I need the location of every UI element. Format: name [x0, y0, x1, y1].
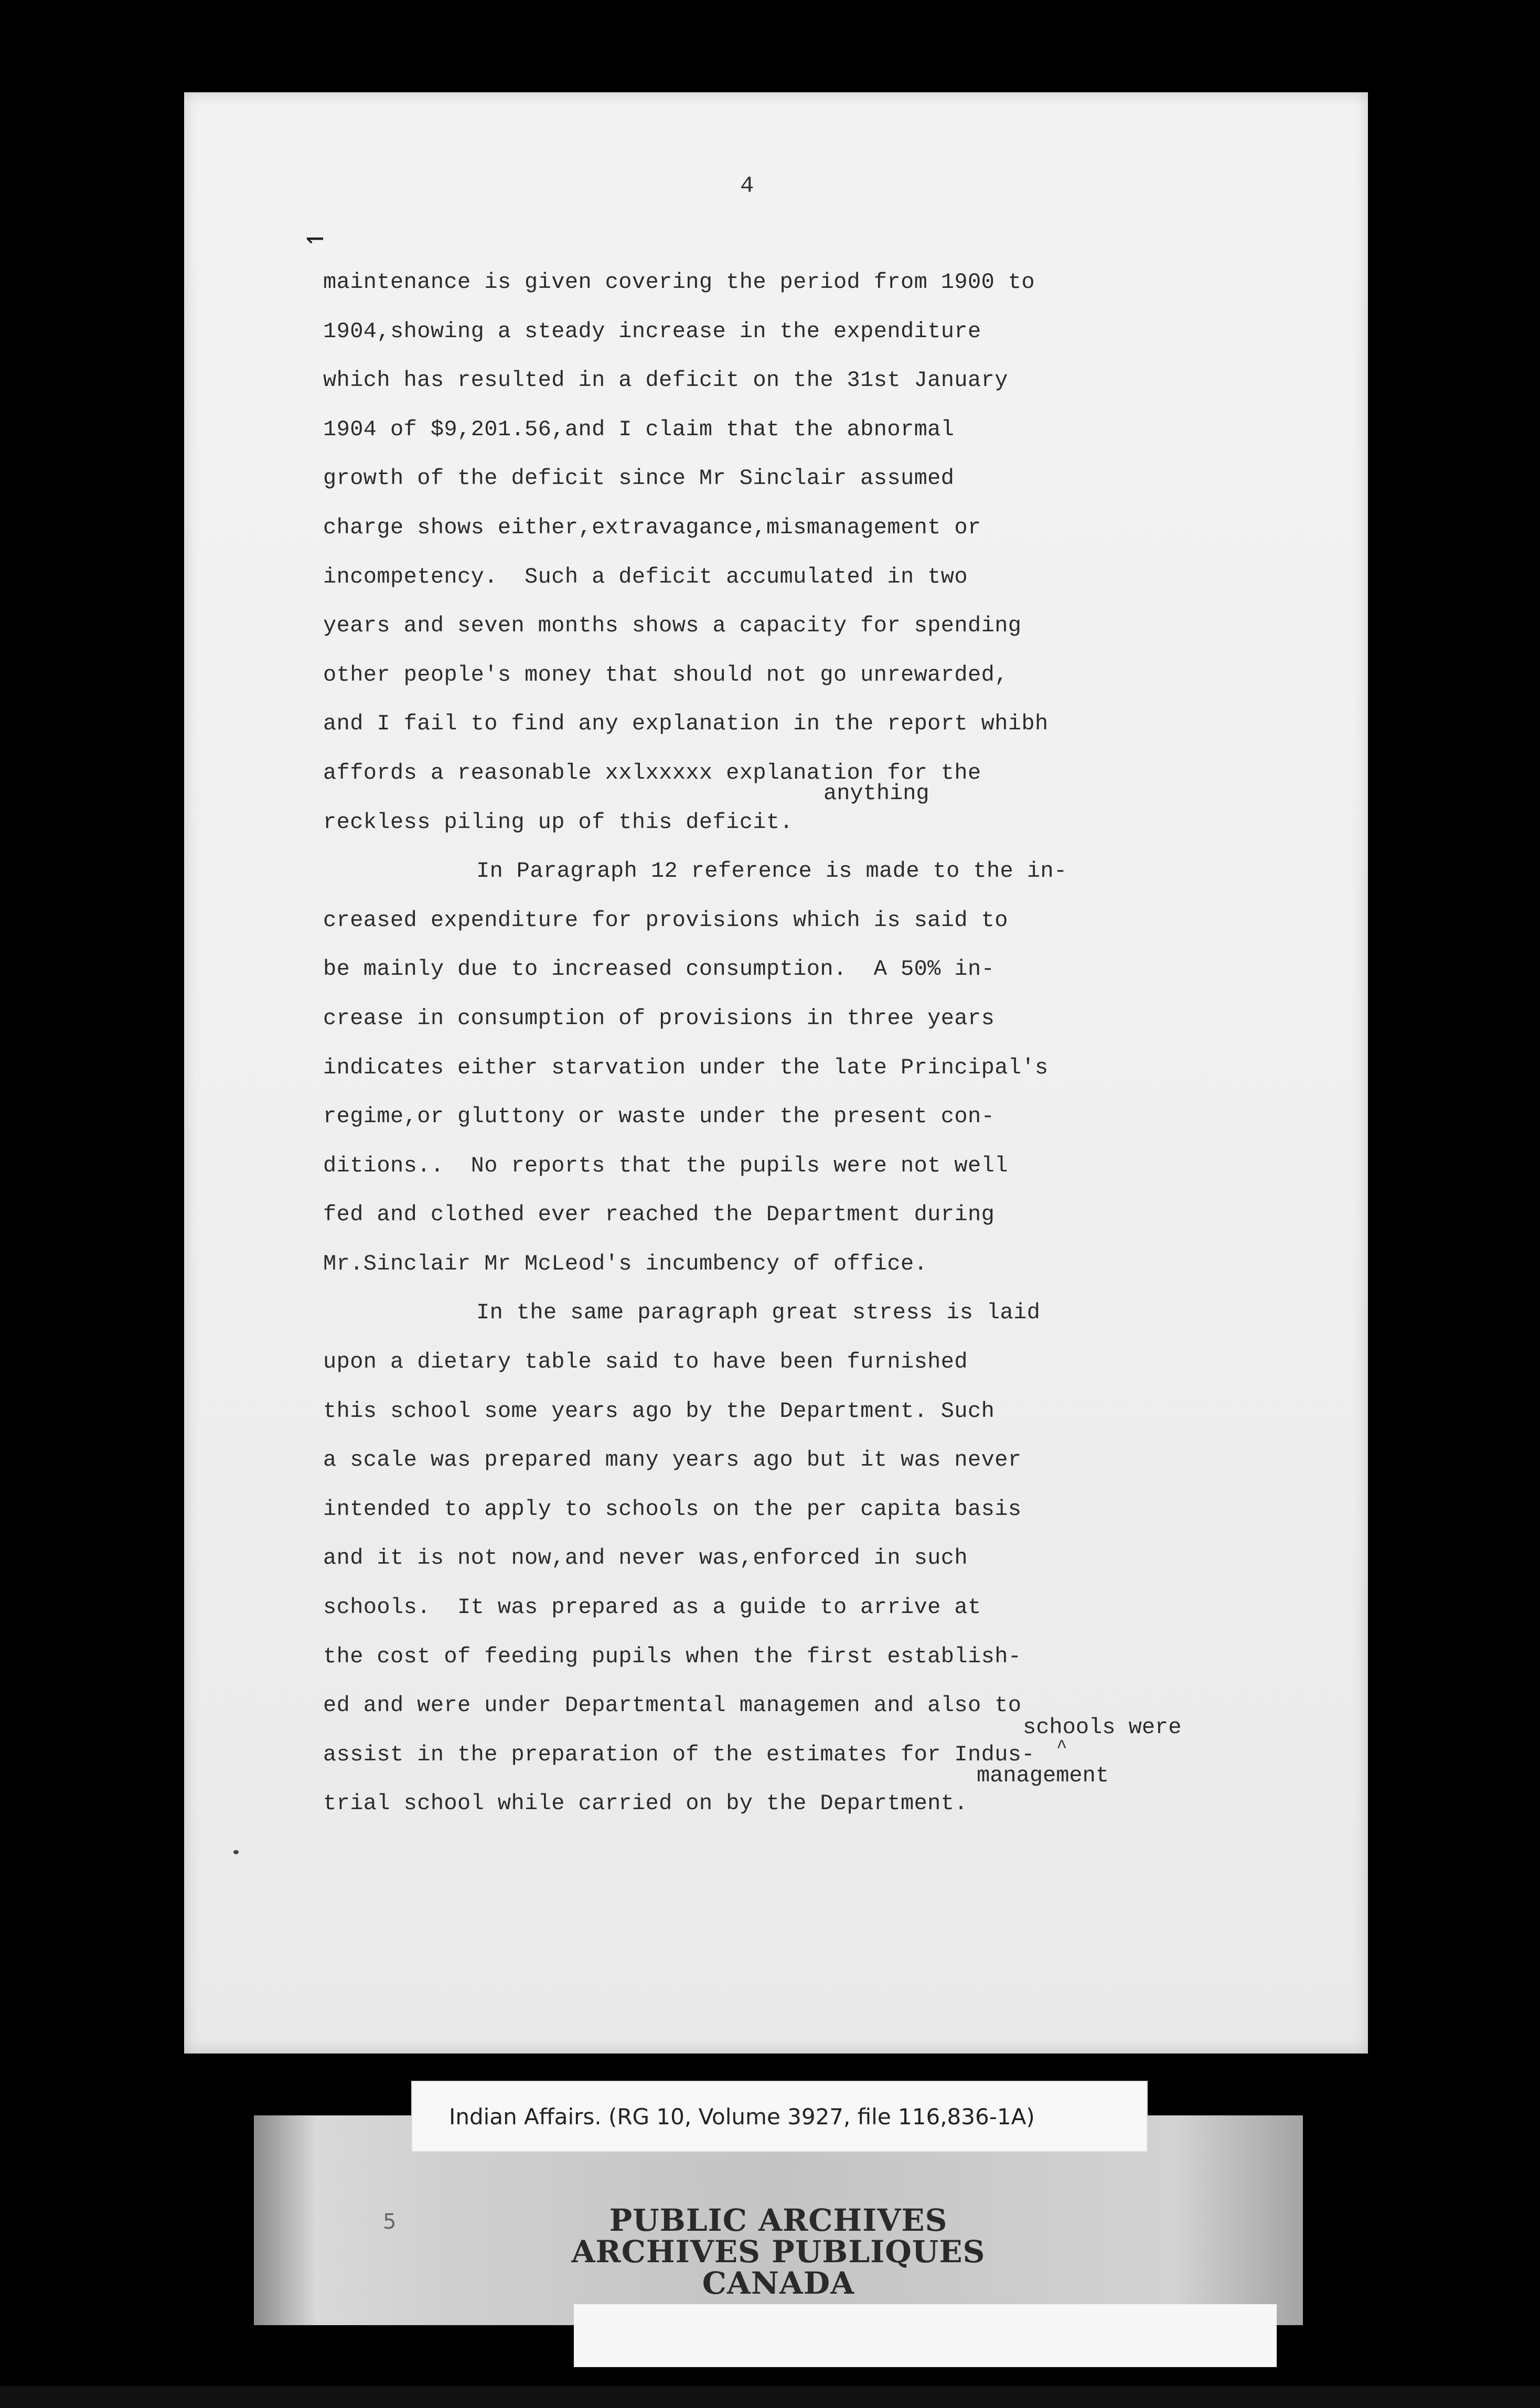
label-white-strip: [574, 2304, 1277, 2367]
archive-label: [254, 2104, 1303, 2357]
text-line: schools. It was prepared as a guide to arrive at: [323, 1595, 981, 1620]
paragraph-start-line: In the same paragraph great stress is laid: [476, 1300, 1041, 1326]
margin-mark-icon: ↽: [306, 222, 324, 256]
text-line: and it is not now,and never was,enforced in such: [323, 1545, 968, 1571]
text-line: the cost of feeding pupils when the first establish-: [323, 1643, 1022, 1669]
text-line: ditions.. No reports that the pupils were not well: [323, 1153, 1008, 1178]
text-line: ed and were under Departmental managemen and also to: [323, 1693, 1022, 1718]
text-line: 1904,showing a steady increase in the expenditure: [323, 318, 981, 344]
text-line: other people's money that should not go unrewarded,: [323, 662, 1008, 687]
text-line: regime,or gluttony or waste under the present con-: [323, 1104, 995, 1130]
text-line: affords a reasonable xxlxxxxx explanation for the: [323, 760, 981, 786]
text-line: maintenance is given covering the period from 1900 to: [323, 270, 1035, 295]
text-line: fed and clothed ever reached the Department during: [323, 1202, 995, 1228]
paragraph-start-line: In Paragraph 12 reference is made to the in-: [476, 858, 1067, 884]
archive-reference: Indian Affairs. (RG 10, Volume 3927, file 116,836-1A): [449, 2104, 1035, 2130]
stamp-line: PUBLIC ARCHIVES: [609, 2202, 948, 2238]
insertion-caret: ^: [1056, 1738, 1067, 1758]
text-line: this school some years ago by the Department. Such: [323, 1398, 995, 1424]
text-line: upon a dietary table said to have been furnished: [323, 1349, 968, 1375]
text-line: be mainly due to increased consumption. A 50% in-: [323, 956, 995, 982]
film-edge: [0, 2386, 1540, 2408]
interlinear-insertion: anything: [824, 781, 929, 806]
text-line: incompetency. Such a deficit accumulated in two: [323, 564, 968, 589]
interlinear-insertion: schools were: [1023, 1715, 1182, 1740]
reference-card: [411, 2081, 1148, 2152]
text-line: trial school while carried on by the Department.: [323, 1791, 968, 1816]
text-line: charge shows either,extravagance,mismanagement or: [323, 514, 981, 540]
text-line: Mr.Sinclair Mr McLeod's incumbency of office.: [323, 1251, 928, 1276]
text-line: a scale was prepared many years ago but it was never: [323, 1447, 1022, 1473]
text-line: intended to apply to schools on the per capita basis: [323, 1496, 1022, 1522]
text-line: assist in the preparation of the estimates for Indus-: [323, 1742, 1035, 1767]
label-corner-number: 5: [383, 2210, 397, 2234]
stamp-line: ARCHIVES PUBLIQUES: [571, 2234, 986, 2270]
text-line: indicates either starvation under the late Principal's: [323, 1055, 1049, 1080]
document-body: [323, 258, 1141, 1829]
text-line: crease in consumption of provisions in three years: [323, 1005, 995, 1031]
stamp-line: CANADA: [702, 2265, 855, 2301]
text-line: growth of the deficit since Mr Sinclair assumed: [323, 466, 955, 491]
text-line: reckless piling up of this deficit.: [323, 809, 794, 835]
text-line: 1904 of $9,201.56,and I claim that the abnormal: [323, 416, 955, 442]
text-line: which has resulted in a deficit on the 31st January: [323, 368, 1008, 393]
interlinear-insertion: management: [977, 1763, 1109, 1788]
text-line: and I fail to find any explanation in the report whibh: [323, 711, 1049, 737]
text-line: years and seven months shows a capacity for spending: [323, 613, 1022, 639]
text-line: creased expenditure for provisions which is said to: [323, 907, 1008, 933]
ink-spot-icon: [233, 1850, 239, 1854]
page-number: 4: [740, 173, 754, 199]
